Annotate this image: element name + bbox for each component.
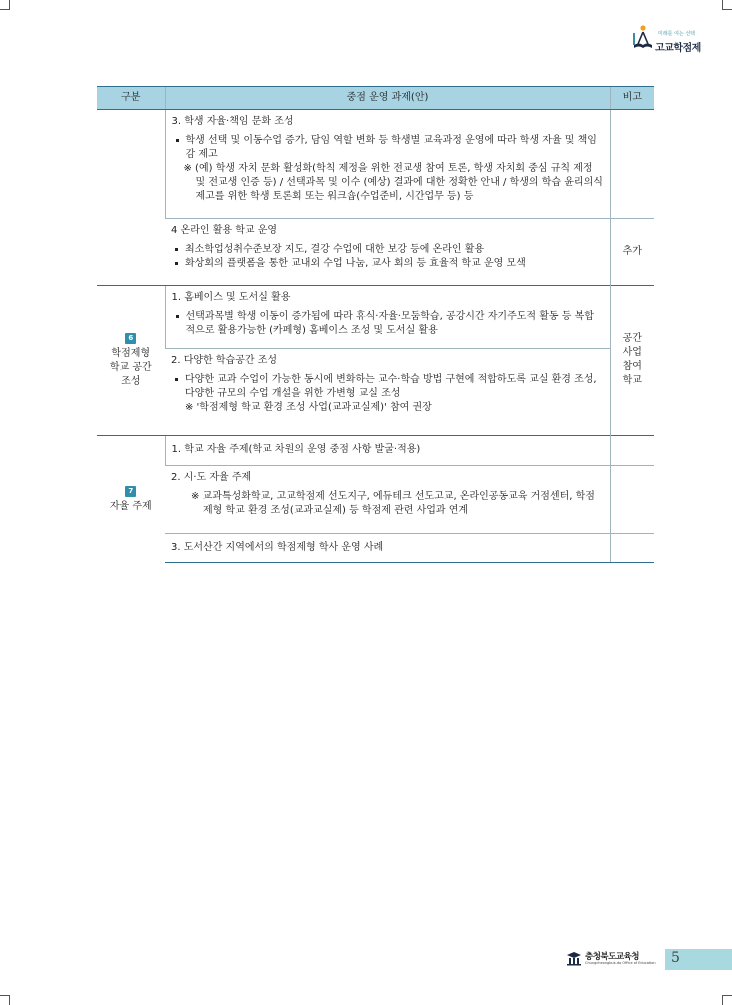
task-cell — [165, 534, 610, 563]
task-bullets — [171, 373, 604, 401]
task-cell — [165, 349, 610, 436]
task-bullets — [172, 310, 604, 338]
task-title: 2. 시·도 자율 주제 — [171, 472, 252, 483]
task-title: 1. 홈베이스 및 도서실 활용 — [171, 292, 291, 303]
header-tasks: 중점 운영 과제(안) — [165, 87, 610, 110]
category-label: 학점제형 학교 공간 조성 — [109, 348, 152, 387]
task-bullet: 선택과목별 학생 이동이 증가됨에 따라 휴식·자율·모둠학습, 공강시간 자기주도적 활동 등 복합적으로 활용가능한 (카페형) 홈베이스 조성 및 도서실 활용 — [172, 310, 604, 338]
org-english-name: Chungcheongbuk-do Office of Education — [585, 961, 656, 965]
task-reference: ※ '학점제형 학교 환경 조성 사업(교과교실제)' 참여 권장 — [185, 402, 432, 413]
category-cell-empty — [97, 110, 165, 286]
task-cell — [165, 110, 610, 219]
category-label: 자율 주제 — [109, 500, 152, 512]
org-name: 충청북도교육청 — [585, 952, 639, 962]
category-cell — [97, 286, 165, 436]
note-cell-empty — [610, 110, 654, 219]
table-row — [97, 286, 654, 349]
note-text: 공간 사업 참여 학교 — [622, 333, 642, 386]
note-cell-empty — [610, 466, 654, 534]
note-cell — [610, 286, 654, 436]
task-reference: ※ 교과특성화학교, 고교학점제 선도지구, 에듀테크 선도고교, 온라인공동교육 거점센터, 학점제형 학교 환경 조성(교과교실제) 등 학점제 관련 사업과 연계 — [191, 491, 595, 516]
task-bullet: 최소학업성취수준보장 지도, 결강 수업에 대한 보강 등에 온라인 활용 — [171, 243, 604, 257]
task-title: 2. 다양한 학습공간 조성 — [171, 355, 278, 366]
crop-mark — [0, 9, 10, 10]
footer-logo — [566, 948, 662, 970]
table-header-row — [97, 87, 654, 110]
task-title: 1. 학교 자율 주제(학교 차원의 운영 중점 사항 발굴·적용) — [171, 444, 421, 455]
table-row — [97, 436, 654, 466]
header-note: 비고 — [610, 87, 654, 110]
table-row — [97, 110, 654, 219]
task-reference: ※ (예) 학생 자치 문화 활성화(학칙 제정을 위한 전교생 참여 토론, 학생 자치회 중심 규칙 제정 및 전교생 인증 등) / 선택과목 및 이수 (예상) 결과에 대한 정확한 안내 / 학생의 학습 윤리의식 제고를 위한 학생 토론회 또는 워크숍(수업준비, 시간업무 등) 등 — [183, 163, 603, 202]
crop-mark — [722, 995, 732, 996]
table-row — [97, 534, 654, 563]
task-title: 4 온라인 활용 학교 운영 — [171, 225, 278, 236]
task-title: 3. 도서산간 지역에서의 학점제형 학사 운영 사례 — [171, 541, 384, 553]
table-row — [97, 219, 654, 286]
note-cell-empty — [610, 534, 654, 563]
book-person-icon — [633, 24, 653, 50]
page-number-box — [665, 949, 732, 970]
table-row — [97, 466, 654, 534]
task-cell — [165, 286, 610, 349]
category-cell — [97, 436, 165, 563]
task-bullets — [171, 243, 604, 271]
operation-tasks-table — [97, 86, 654, 563]
crop-mark — [722, 995, 723, 1005]
logo-tagline: 미래를 여는 선택 — [658, 31, 695, 37]
task-cell — [165, 219, 610, 286]
task-bullet: 다양한 교과 수업이 가능한 동시에 변화하는 교수·학습 방법 구현에 적합하도록 교실 환경 조성, 다양한 규모의 수업 개설을 위한 가변형 교실 조성 — [171, 373, 604, 401]
task-title: 3. 학생 자율·책임 문화 조성 — [171, 116, 294, 127]
note-cell-empty — [610, 436, 654, 466]
logo-name: 고교학점제 — [655, 43, 701, 54]
crop-mark — [0, 995, 10, 996]
education-office-emblem-icon — [566, 950, 582, 966]
crop-mark — [9, 995, 10, 1005]
task-cell — [165, 436, 610, 466]
table-row — [97, 349, 654, 436]
task-bullets — [172, 134, 604, 162]
task-bullet: 화상회의 플랫폼을 통한 교내외 수업 나눔, 교사 회의 등 효율적 학교 운영 모색 — [171, 257, 604, 271]
header-logo — [633, 22, 713, 56]
task-cell — [165, 466, 610, 534]
page-number: 5 — [671, 950, 680, 966]
category-number-badge: 6 — [125, 333, 136, 344]
note-cell: 추가 — [610, 219, 654, 286]
task-bullet: 학생 선택 및 이동수업 증가, 담임 역할 변화 등 학생별 교육과정 운영에 따라 학생 자율 및 책임감 제고 — [172, 134, 604, 162]
category-number-badge: 7 — [125, 486, 136, 497]
crop-mark — [722, 9, 732, 10]
header-category: 구분 — [97, 87, 165, 110]
